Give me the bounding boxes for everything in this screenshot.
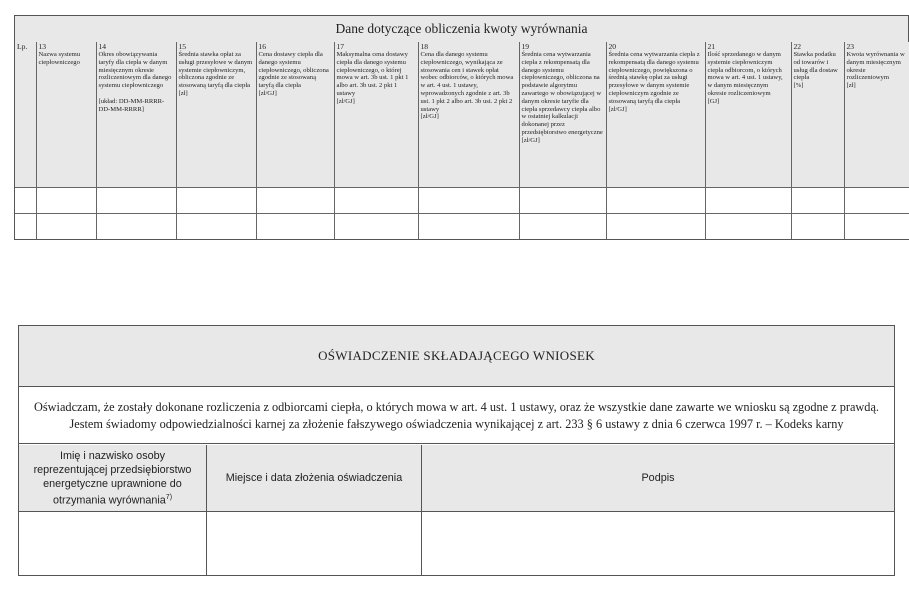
declaration-title: OŚWIADCZENIE SKŁADAJĄCEGO WNIOSEK: [19, 326, 894, 387]
declaration-box: [18, 325, 895, 576]
table-cell[interactable]: [15, 214, 36, 240]
place-date-header: Miejsce i data złożenia oświadczenia: [207, 445, 422, 512]
declaration-line-1: Oświadczam, że zostały dokonane rozliczenia z odbiorcami ciepła, o których mowa w art. 4 ust. 1 ustawy, oraz że wszystkie dane zawarte we wniosku są zgodne z prawdą.: [34, 400, 879, 414]
table-cell[interactable]: [791, 188, 844, 214]
table-cell[interactable]: [519, 214, 606, 240]
col-18: 18 Cena dla danego systemu ciepłowniczego, wynikająca ze stosowania cen i stawek opłat wobec odbiorców, o których mowa w art. 4 ust. 1 ustawy, wprowadzonych zgodnie z art. 3b ust. 1 pkt 2 albo art. 3b ust. 2 pkt 2 ustawy [zł/GJ]: [418, 42, 519, 188]
signature-field[interactable]: [422, 512, 894, 575]
table-cell[interactable]: [418, 214, 519, 240]
table-cell[interactable]: [606, 188, 705, 214]
table-row: [15, 188, 909, 214]
header-row: [15, 42, 909, 188]
table-cell[interactable]: [15, 188, 36, 214]
col-13: 13 Nazwa systemu ciepłowniczego: [36, 42, 96, 188]
representative-name-header: Imię i nazwisko osoby reprezentującej przedsiębiorstwo energetyczne uprawnione do otrzymania wyrównania$^{7)}$: [19, 445, 207, 512]
table-cell[interactable]: [96, 214, 176, 240]
col-14: 14 Okres obowiązywania taryfy dla ciepła w danym miesięcznym okresie rozliczeniowym dla danego systemu ciepłowniczego [układ: DD-MM-RRRR-DD-MM-RRRR]: [96, 42, 176, 188]
place-date-field[interactable]: [207, 512, 422, 575]
table-title: Dane dotyczące obliczenia kwoty wyrównania: [15, 16, 908, 43]
col-16: 16 Cena dostawy ciepła dla danego systemu ciepłowniczego, obliczona zgodnie ze stosowaną taryfą dla ciepła [zł/GJ]: [256, 42, 334, 188]
table-cell[interactable]: [705, 188, 791, 214]
col-22: 22 Stawka podatku od towarów i usług dla dostaw ciepła [%]: [791, 42, 844, 188]
table-row: [15, 214, 909, 240]
table-cell[interactable]: [606, 214, 705, 240]
col-17: 17 Maksymalna cena dostawy ciepła dla danego systemu ciepłowniczego, o której mowa w art. 3b ust. 1 pkt 1 albo art. 3b ust. 2 pkt 1 ustawy [zł/GJ]: [334, 42, 418, 188]
table-cell[interactable]: [96, 188, 176, 214]
table-cell[interactable]: [256, 188, 334, 214]
table-cell[interactable]: [844, 214, 909, 240]
compensation-data-table: [14, 15, 909, 240]
table-cell[interactable]: [256, 214, 334, 240]
col-20: 20 Średnia cena wytwarzania ciepła z rekompensatą dla danego systemu ciepłowniczego, powiększona o średnią stawkę opłat za usługi przesyłowe w danym systemie ciepłowniczym zgodnie ze stosowaną taryfą dla ciepła [zł/GJ]: [606, 42, 705, 188]
representative-name-field[interactable]: [19, 512, 207, 575]
col-19: 19 Średnia cena wytwarzania ciepła z rekompensatą dla danego systemu ciepłowniczego, obliczona na podstawie algorytmu zawartego w obowiązującej w danym okresie taryfie dla ciepła sprzedawcy ciepła albo w ostatniej kalkulacji dokonanej przez przedsiębiorstwo energetyczne [zł/GJ]: [519, 42, 606, 188]
table-grid: [15, 42, 909, 239]
declaration-statement: [19, 387, 894, 444]
table-cell[interactable]: [334, 188, 418, 214]
table-cell[interactable]: [791, 214, 844, 240]
table-cell[interactable]: [176, 188, 256, 214]
table-cell[interactable]: [519, 188, 606, 214]
signature-header: Podpis: [422, 445, 894, 512]
col-21: 21 Ilość sprzedanego w danym systemie ciepłowniczym ciepła odbiorcom, o których mowa w art. 4 ust. 1 ustawy, w danym miesięcznym okresie rozliczeniowym [GJ]: [705, 42, 791, 188]
table-cell[interactable]: [334, 214, 418, 240]
col-15: 15 Średnia stawka opłat za usługi przesyłowe w danym systemie ciepłowniczym, obliczona zgodnie ze stosowaną taryfą dla ciepła [zł]: [176, 42, 256, 188]
table-cell[interactable]: [705, 214, 791, 240]
table-cell[interactable]: [176, 214, 256, 240]
declaration-line-2: Jestem świadomy odpowiedzialności karnej za złożenie fałszywego oświadczenia wynikającej z art. 233 § 6 ustawy z dnia 6 czerwca 1997 r. – Kodeks karny: [69, 416, 844, 431]
table-cell[interactable]: [36, 214, 96, 240]
col-lp: Lp.: [15, 42, 36, 188]
table-cell[interactable]: [36, 188, 96, 214]
table-cell[interactable]: [844, 188, 909, 214]
col-23: 23 Kwota wyrównania w danym miesięcznym okresie rozliczeniowym [zł]: [844, 42, 909, 188]
table-cell[interactable]: [418, 188, 519, 214]
